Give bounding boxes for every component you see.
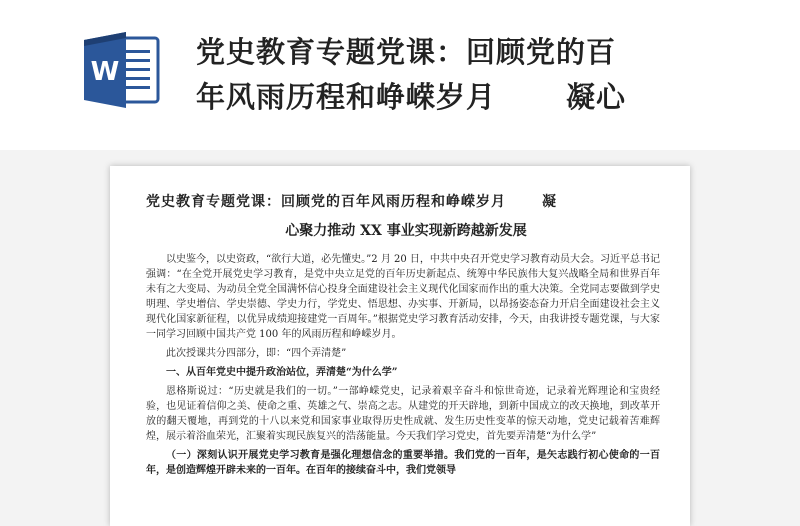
paragraph: 恩格斯说过：“历史就是我们的一切。”一部峥嵘党史，记录着艰辛奋斗和惊世奇迹，记录着光辉理论和宝贵经验，也见证着信仰之美、使命之重、英雄之气、崇高之志。从建党的开天辟地，到新中国成立的改天换地，到改革开放的翻天覆地，再到党的十八以来党和国家事业取得历史性成就、发生历史性变革的惊天动地，党史记载着苦难辉煌，展示着浴血荣光，汇聚着实现民族复兴的浩荡能量。今天我们学习党史，首先要弄清楚“为什么学” [146, 386, 660, 442]
section-heading: 一、从百年党史中提升政治站位，弄清楚“为什么学” [166, 367, 398, 378]
subsection-heading: （一）深刻认识开展党史学习教育是强化理想信念的重要举措。我们党的一百年，是矢志践行初心使命的一百年，是创造辉煌开辟未来的一百年。在百年的接续奋斗中，我们党领导 [146, 450, 660, 476]
document-title-line-2: 心聚力推动 XX 事业实现新跨越新发展 [285, 223, 527, 239]
svg-text:W: W [90, 57, 120, 87]
paragraph: 以史鉴今，以史资政，“欲行大道，必先懂史。”2 月 20 日，中共中央召开党史学习教育动员大会。习近平总书记强调：“在全党开展党史学习教育，是党中央立足党的百年历史新起点、统筹中华民族伟大复兴战略全局和世界百年未有之大变局、为动员全党全国满怀信心投身全面建设社会主义现代化国家而作出的重大决策。全党同志要做到学史明理、学史增信、学史崇德、学史力行，学党史、悟思想、办实事、开新局，以昂扬姿态奋力开启全面建设社会主义现代化国家新征程，以优异成绩迎接建党一百周年。”根据党史学习教育活动安排，今天，由我讲授专题党课，与大家一同学习回顾中国共产党 100 年的风雨历程和峥嵘岁月。 [146, 254, 660, 340]
page-title-line-2: 年风雨历程和峥嵘岁月 凝心 [196, 80, 627, 114]
document-page[interactable] [110, 166, 690, 526]
document-body [146, 252, 660, 478]
page-title [196, 30, 756, 120]
paragraph: 此次授课共分四部分，即：“四个弄清楚” [166, 348, 347, 359]
document-title [146, 188, 666, 246]
word-document-icon [80, 28, 164, 112]
page-title-line-1: 党史教育专题党课：回顾党的百 [196, 35, 617, 69]
document-title-line-1: 党史教育专题党课：回顾党的百年风雨历程和峥嵘岁月 凝 [146, 194, 557, 210]
header [0, 0, 800, 150]
